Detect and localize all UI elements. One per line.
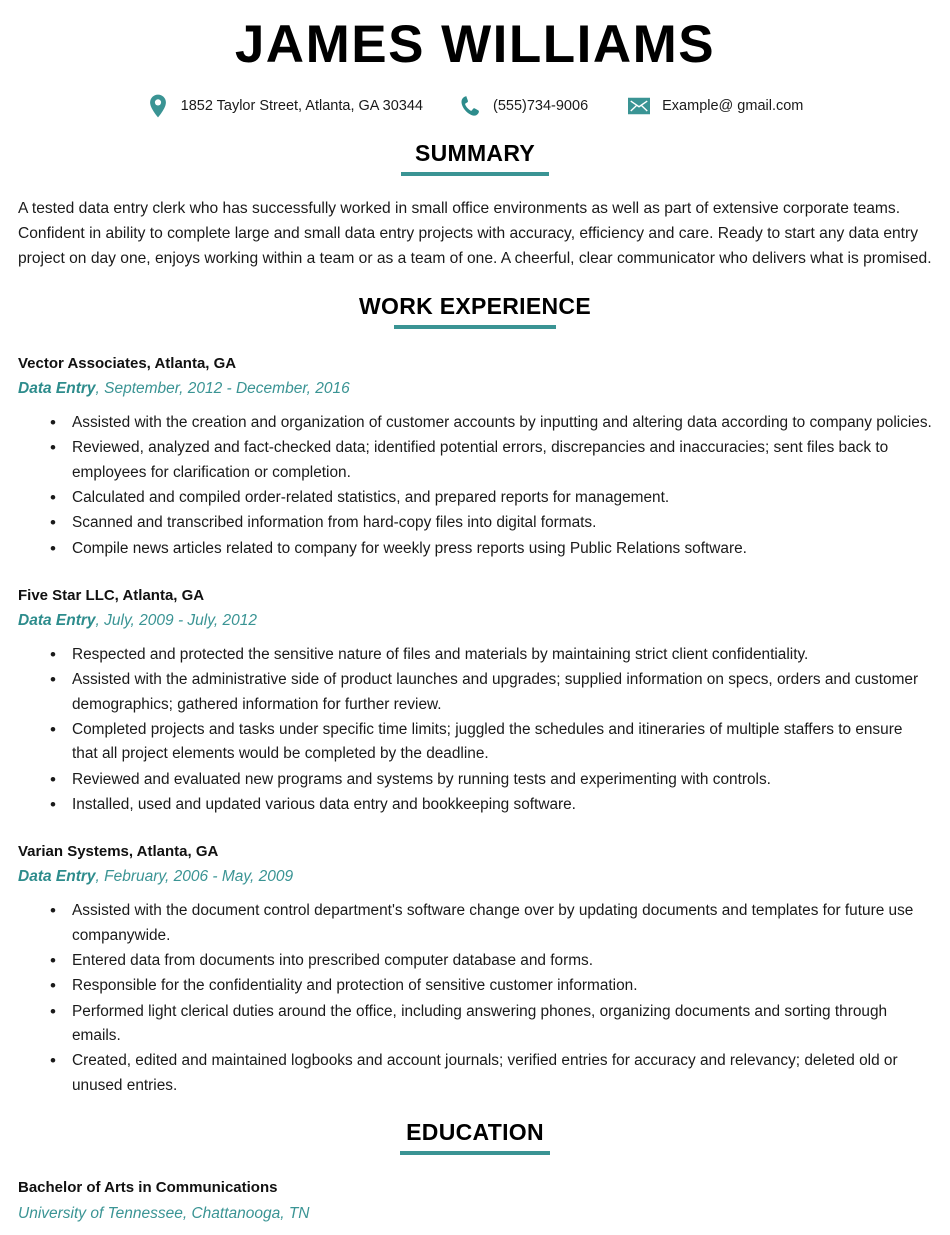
job-bullet: • Assisted with the administrative side of product launches and upgrades; supplied information on specs, orders and customer demographics; gathered information for further review. [72,668,932,717]
contact-address [147,93,423,119]
job-bullet: • Responsible for the confidentiality and protection of sensitive customer information. [72,974,932,998]
section-heading-education [0,1120,950,1155]
job-meta [18,377,932,400]
job-company: Five Star LLC, Atlanta, GA [18,586,205,604]
job-dates: , February, 2006 - May, 2009 [95,868,294,885]
job-entry [18,585,932,817]
job-meta [18,865,932,888]
job-company: Vector Associates, Atlanta, GA [18,354,237,372]
contact-email [628,93,803,119]
job-bullet: • Reviewed and evaluated new programs and systems by running tests and experimenting with controls. [72,768,932,792]
job-header [18,585,932,632]
job-bullet: • Installed, used and updated various data entry and bookkeeping software. [72,793,932,817]
education-heading-underline [400,1151,550,1155]
summary-paragraph: A tested data entry clerk who has successfully worked in small office environments as well as part of extensive corporate teams. Confident in ability to complete large and small data entry projects with accuracy, efficiency and care. Ready to start any data entry project on day one, enjoys working within a team or as a team of one. A cheerful, clear communicator who delivers what is promised. [18,199,932,268]
job-bullet: • Respected and protected the sensitive nature of files and materials by maintaining strict client confidentiality. [72,643,932,667]
job-title: Data Entry [18,868,96,885]
phone-icon [459,93,481,119]
education-entry [18,1177,932,1225]
job-bullet: • Assisted with the creation and organization of customer accounts by inputting and altering data according to company policies. [72,411,932,435]
job-entry [18,841,932,1098]
summary-heading-underline [401,172,549,176]
contact-phone [459,93,588,119]
job-bullet-list [18,643,932,817]
phone-text: (555)734-9006 [493,97,589,114]
job-bullet: • Entered data from documents into prescribed computer database and forms. [72,949,932,973]
job-bullet: • Reviewed, analyzed and fact-checked data; identified potential errors, discrepancies and inaccuracies; sent files back to employees for clarification or completion. [72,436,932,485]
section-heading-work-experience [0,294,950,329]
contact-row [0,93,950,119]
job-bullet: • Performed light clerical duties around the office, including answering phones, organizing documents and sorting through emails. [72,1000,932,1049]
job-bullet-list [18,899,932,1098]
email-icon [628,93,650,119]
address-text: 1852 Taylor Street, Atlanta, GA 30344 [180,97,423,114]
job-bullet-list [18,411,932,561]
section-heading-summary [0,141,950,176]
job-company: Varian Systems, Atlanta, GA [18,843,219,861]
job-bullet: • Scanned and transcribed information from hard-copy files into digital formats. [72,511,932,535]
job-bullet: • Assisted with the document control department's software change over by updating documents and templates for future use companywide. [72,899,932,948]
education-degree: Bachelor of Arts in Communications [18,1179,278,1197]
job-bullet: • Calculated and compiled order-related statistics, and prepared reports for management. [72,486,932,510]
resume-header [0,0,950,119]
job-title: Data Entry [18,379,96,397]
candidate-name: JAMES WILLIAMS [234,15,716,74]
education-heading-label: EDUCATION [406,1118,544,1145]
job-dates: , September, 2012 - December, 2016 [95,379,350,397]
job-entry [18,353,932,561]
email-text: Example@ gmail.com [662,97,804,114]
job-dates: , July, 2009 - July, 2012 [95,611,257,629]
job-bullet: • Completed projects and tasks under specific time limits; juggled the schedules and itineraries of multiple staffers to ensure that all project elements would be completed by the deadline. [72,718,932,767]
work-heading-label: WORK EXPERIENCE [359,292,591,319]
work-heading-underline [394,325,556,329]
job-bullet: • Compile news articles related to company for weekly press reports using Public Relations software. [72,537,932,561]
education-school: University of Tennessee, Chattanooga, TN [18,1204,310,1222]
job-title: Data Entry [18,611,96,629]
job-meta [18,609,932,632]
job-header [18,353,932,400]
summary-heading-label: SUMMARY [414,139,536,166]
job-bullet: • Created, edited and maintained logbooks and account journals; verified entries for accuracy and relevancy; deleted old or unused entries. [72,1049,932,1098]
location-pin-icon [147,93,169,119]
job-header [18,841,932,888]
